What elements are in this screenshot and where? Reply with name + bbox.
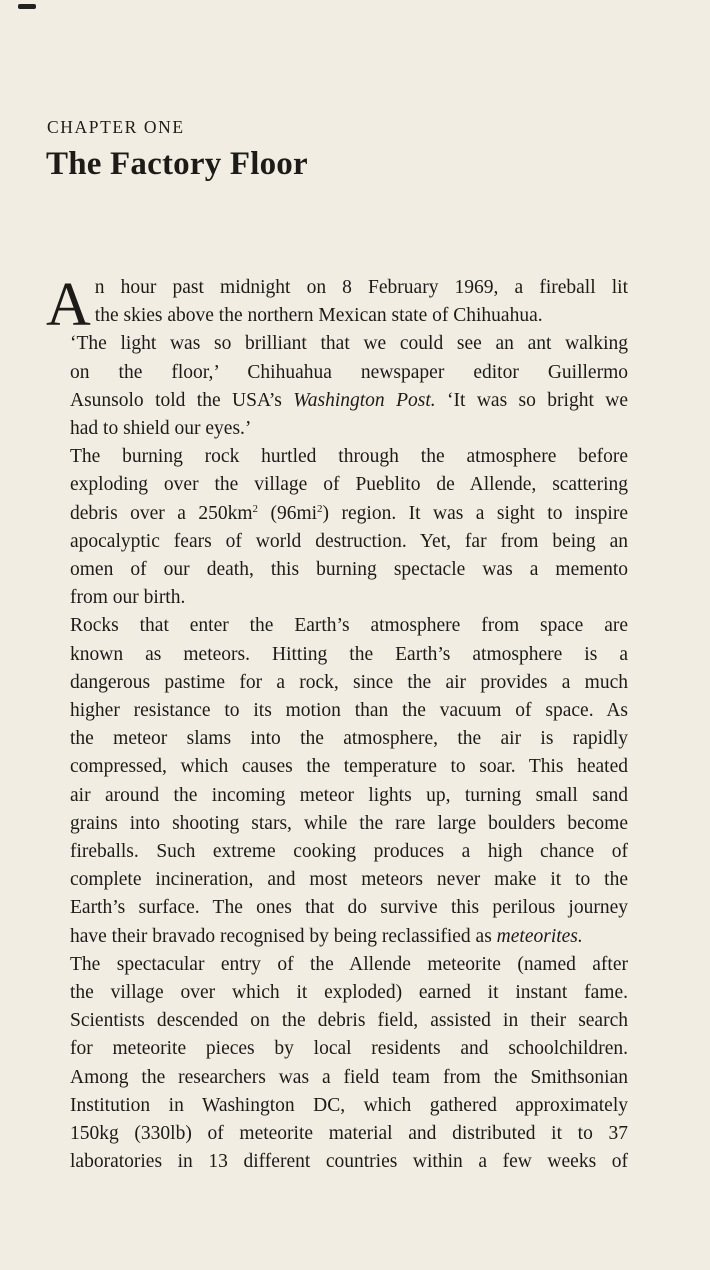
text-line: laboratories in 13 different countries within a few weeks of [70, 1151, 628, 1173]
text-line: compressed, which causes the temperature to soar. This heated [70, 756, 628, 778]
text-line: The spectacular entry of the Allende meteorite (named after [70, 953, 628, 975]
text-segment: Asunsolo told the USA’s [70, 389, 294, 411]
text-line: complete incineration, and most meteors never make it to the [70, 869, 628, 891]
chapter-label: CHAPTER ONE [47, 117, 185, 137]
paragraph-2 [46, 330, 628, 443]
text-line: had to shield our eyes.’ [70, 418, 252, 440]
text-line: air around the incoming meteor lights up, turning small sand [70, 784, 628, 806]
text-line [46, 923, 628, 951]
text-line: Institution in Washington DC, which gathered approximately [70, 1094, 628, 1116]
text-line: on the floor,’ Chihuahua newspaper editor Guillermo [70, 361, 628, 383]
superscript: 2 [252, 502, 258, 515]
superscript: 2 [317, 502, 323, 515]
text-line: Rocks that enter the Earth’s atmosphere from space are [70, 615, 628, 637]
text-line: ‘The light was so brilliant that we could see an ant walking [70, 333, 628, 355]
text-line: the village over which it exploded) earned it instant fame. [70, 982, 628, 1004]
paragraph-4 [46, 612, 628, 950]
text-line: n hour past midnight on 8 February 1969, a fireball lit [94, 277, 628, 298]
text-line: fireballs. Such extreme cooking produces a high chance of [70, 841, 628, 863]
paragraph-5 [46, 951, 628, 1177]
text-line: higher resistance to its motion than the vacuum of space. As [70, 700, 628, 722]
text-line: Scientists descended on the debris field, assisted in their search [70, 1010, 628, 1032]
text-line: the skies above the northern Mexican state of Chihuahua. [94, 305, 543, 327]
text-line: Earth’s surface. The ones that do survive this perilous journey [70, 897, 628, 919]
text-line [46, 500, 628, 528]
text-segment: ) region. It was a sight to inspire [322, 502, 628, 524]
text-line: grains into shooting stars, while the rare large boulders become [70, 812, 628, 834]
paragraph-1 [46, 271, 628, 339]
text-line: dangerous pastime for a rock, since the air provides a much [70, 671, 628, 693]
text-line: The burning rock hurtled through the atmosphere before [70, 446, 628, 468]
paragraph-3 [46, 443, 628, 612]
text-line: Among the researchers was a field team from the Smithsonian [70, 1066, 628, 1088]
text-line: exploding over the village of Pueblito de Allende, scattering [70, 474, 628, 496]
text-line: apocalyptic fears of world destruction. Yet, far from being an [70, 530, 628, 552]
italic-title: Washington Post. [293, 389, 436, 411]
text-line: known as meteors. Hitting the Earth’s atmosphere is a [70, 643, 628, 665]
text-segment: debris over a 250km [70, 502, 253, 524]
text-line: for meteorite pieces by local residents and schoolchildren. [70, 1038, 628, 1060]
text-segment: have their bravado recognised by being reclassified as [70, 925, 497, 947]
chapter-body [46, 271, 629, 1177]
italic-term: meteorites. [496, 925, 583, 947]
text-segment: (96mi [258, 502, 318, 524]
text-line: the meteor slams into the atmosphere, the air is rapidly [70, 728, 628, 750]
text-line: from our birth. [70, 587, 186, 609]
chapter-title: The Factory Floor [46, 146, 308, 182]
drop-cap: A [46, 271, 91, 339]
page-corner-mark [18, 4, 36, 9]
text-line: 150kg (330lb) of meteorite material and distributed it to 37 [70, 1123, 628, 1145]
text-line: omen of our death, this burning spectacle was a memento [70, 559, 628, 581]
text-line [46, 387, 628, 415]
text-segment: ‘It was so bright we [435, 389, 629, 411]
